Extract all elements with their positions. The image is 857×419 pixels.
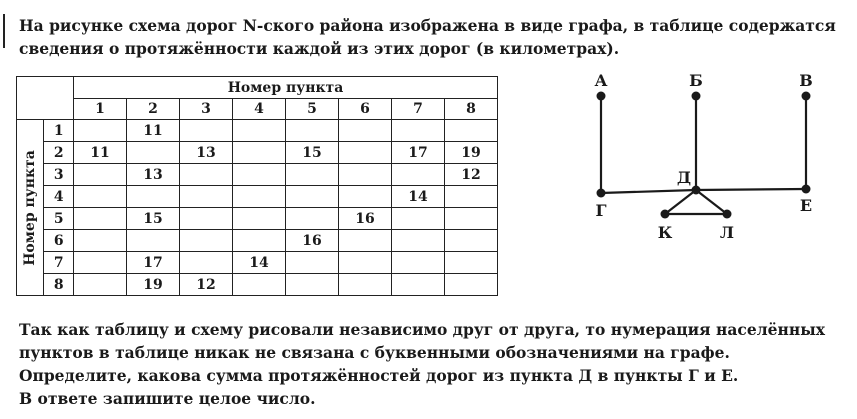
- column-number: 1: [74, 99, 127, 120]
- table-row: [17, 208, 498, 230]
- intro-line: На рисунке схема дорог N-ского района изображена в виде графа, в таблице содержатся: [19, 16, 836, 35]
- margin-rule: [3, 14, 5, 48]
- table-cell: 17: [127, 252, 180, 274]
- table-cell: [392, 230, 445, 252]
- table-row: [17, 120, 498, 142]
- table-cell: [233, 164, 286, 186]
- table-cell: [74, 230, 127, 252]
- table-cell: [392, 120, 445, 142]
- graph-vertex-label: Д: [676, 168, 692, 187]
- graph-edge-d-e: [696, 189, 806, 190]
- table-cell: [286, 186, 339, 208]
- graph-vertex-label: В: [799, 72, 813, 90]
- graph-vertex-v: [802, 92, 811, 101]
- table-cell: 16: [286, 230, 339, 252]
- question-line: пунктов в таблице никак не связана с буквенными обозначениями на графе.: [19, 343, 730, 362]
- table-cell: [339, 274, 392, 296]
- table-cell: [445, 274, 498, 296]
- table-cell: [233, 230, 286, 252]
- table-cell: [445, 208, 498, 230]
- row-number: 3: [44, 164, 74, 186]
- intro-line: сведения о протяжённости каждой из этих дорог (в километрах).: [19, 39, 620, 58]
- table-cell: [445, 230, 498, 252]
- table-cell: [339, 186, 392, 208]
- table-cell: 15: [286, 142, 339, 164]
- column-number: 5: [286, 99, 339, 120]
- road-graph: [585, 72, 835, 247]
- table-cell: 12: [180, 274, 233, 296]
- table-cell: [286, 120, 339, 142]
- table-cell: [445, 186, 498, 208]
- graph-vertex-g: [597, 189, 606, 198]
- table-row: [17, 230, 498, 252]
- table-cell: [74, 120, 127, 142]
- graph-vertex-label: Е: [799, 196, 813, 215]
- table-cell: [74, 164, 127, 186]
- table-cell: 15: [127, 208, 180, 230]
- distance-table: [16, 76, 498, 296]
- row-number: 6: [44, 230, 74, 252]
- table-cell: [74, 208, 127, 230]
- table-cell: [286, 164, 339, 186]
- table-cell: [127, 186, 180, 208]
- table-cell: [339, 120, 392, 142]
- question-line: Так как таблицу и схему рисовали независимо друг от друга, то нумерация населённых: [19, 320, 825, 339]
- column-number: 2: [127, 99, 180, 120]
- table-cell: 11: [127, 120, 180, 142]
- column-number: 6: [339, 99, 392, 120]
- table-cell: 14: [392, 186, 445, 208]
- column-group-header: Номер пункта: [74, 77, 498, 99]
- question-line: Определите, какова сумма протяжённостей дорог из пункта Д в пункты Г и Е.: [19, 366, 739, 385]
- table-cell: 16: [339, 208, 392, 230]
- table-cell: 19: [127, 274, 180, 296]
- table-column-numbers: [17, 99, 498, 120]
- graph-vertex-l: [723, 210, 732, 219]
- row-number: 4: [44, 186, 74, 208]
- table-row: [17, 164, 498, 186]
- table-cell: [445, 120, 498, 142]
- graph-edge-d-l: [696, 190, 727, 214]
- graph-vertex-b: [692, 92, 701, 101]
- table-cell: [339, 252, 392, 274]
- graph-vertex-label: Б: [689, 72, 703, 90]
- row-number: 1: [44, 120, 74, 142]
- graph-vertex-k: [661, 210, 670, 219]
- table-cell: [286, 252, 339, 274]
- graph-edge-d-k: [665, 190, 696, 214]
- table-cell: [286, 208, 339, 230]
- table-cell: [127, 142, 180, 164]
- table-cell: [445, 252, 498, 274]
- row-number: 2: [44, 142, 74, 164]
- problem-question: [19, 318, 839, 410]
- column-number: 3: [180, 99, 233, 120]
- column-number: 8: [445, 99, 498, 120]
- table-cell: [74, 252, 127, 274]
- graph-vertex-label: Г: [595, 201, 607, 220]
- table-cell: [392, 208, 445, 230]
- table-cell: [180, 252, 233, 274]
- graph-vertex-d: [692, 186, 701, 195]
- graph-vertex-label: Л: [719, 223, 735, 242]
- graph-vertex-label: А: [594, 72, 608, 90]
- table-corner: [17, 77, 74, 120]
- row-number: 8: [44, 274, 74, 296]
- column-number: 4: [233, 99, 286, 120]
- table-cell: 14: [233, 252, 286, 274]
- table-cell: 17: [392, 142, 445, 164]
- table-cell: [180, 164, 233, 186]
- graph-edge-g-d: [601, 190, 696, 193]
- table-cell: [180, 230, 233, 252]
- table-cell: 13: [127, 164, 180, 186]
- table-cell: [392, 252, 445, 274]
- table-row: [17, 142, 498, 164]
- table-cell: [74, 274, 127, 296]
- table-cell: 13: [180, 142, 233, 164]
- table-cell: 11: [74, 142, 127, 164]
- row-group-header: [17, 120, 44, 296]
- table-row: [17, 274, 498, 296]
- table-cell: 12: [445, 164, 498, 186]
- table-cell: [233, 274, 286, 296]
- row-number: 7: [44, 252, 74, 274]
- question-line: В ответе запишите целое число.: [19, 389, 316, 408]
- table-cell: [233, 208, 286, 230]
- table-cell: 19: [445, 142, 498, 164]
- table-cell: [180, 186, 233, 208]
- table-cell: [127, 230, 180, 252]
- table-cell: [392, 274, 445, 296]
- problem-intro: [19, 14, 839, 60]
- column-number: 7: [392, 99, 445, 120]
- table-cell: [339, 230, 392, 252]
- graph-vertex-e: [802, 185, 811, 194]
- table-cell: [233, 120, 286, 142]
- table-cell: [233, 142, 286, 164]
- table-cell: [286, 274, 339, 296]
- table-cell: [180, 120, 233, 142]
- row-group-label: Номер пункта: [22, 149, 39, 266]
- table-cell: [233, 186, 286, 208]
- graph-vertex-label: К: [657, 223, 673, 242]
- table-row: [17, 252, 498, 274]
- graph-vertex-a: [597, 92, 606, 101]
- table-cell: [180, 208, 233, 230]
- table-cell: [339, 164, 392, 186]
- table-cell: [74, 186, 127, 208]
- table-cell: [392, 164, 445, 186]
- row-number: 5: [44, 208, 74, 230]
- table-row: [17, 186, 498, 208]
- table-cell: [339, 142, 392, 164]
- table-header-row: [17, 77, 498, 99]
